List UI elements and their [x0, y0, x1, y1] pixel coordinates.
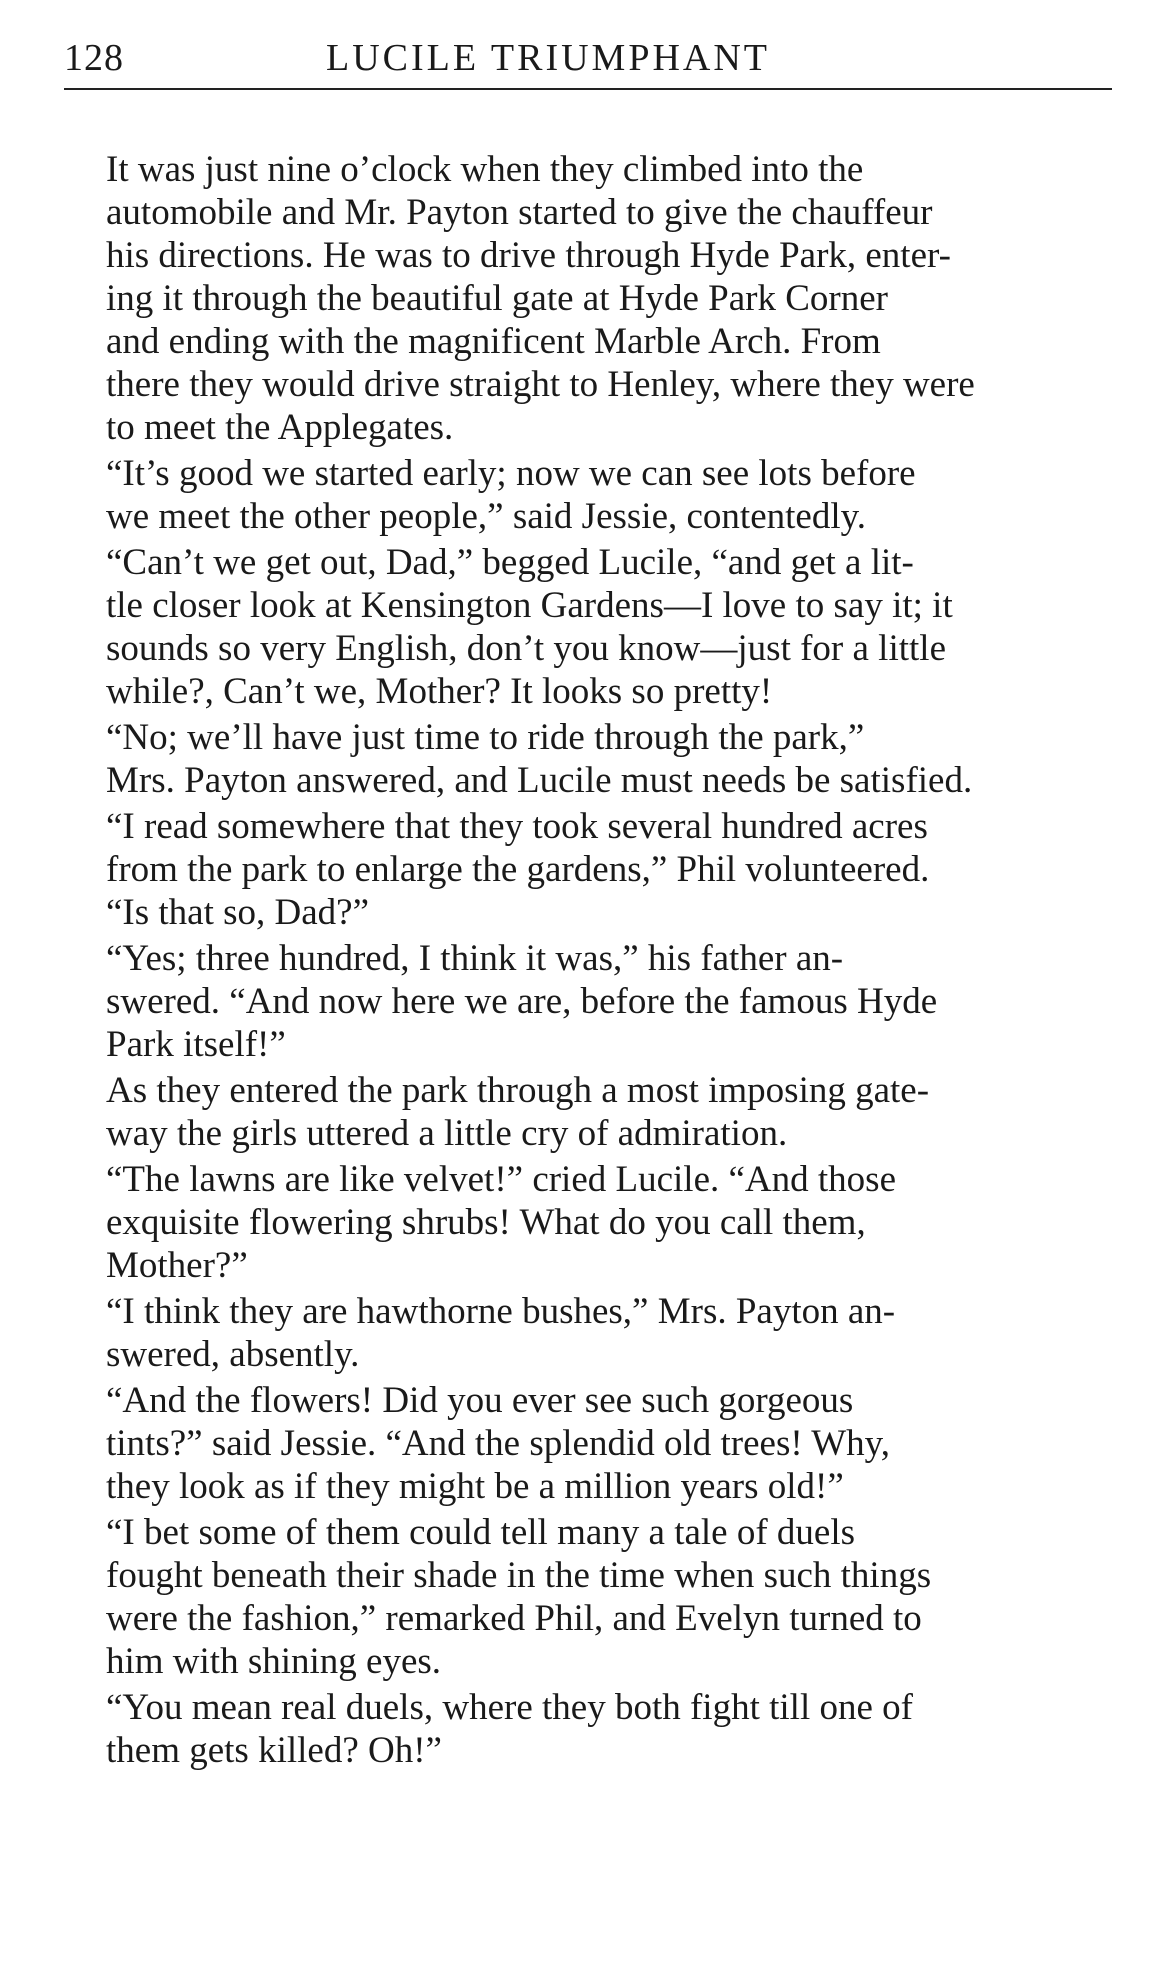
text-line: “I bet some of them could tell many a tale of duels [106, 1512, 856, 1553]
paragraph [64, 716, 1112, 802]
paragraph [64, 148, 1112, 449]
text-line: there they would drive straight to Henley, where they were [106, 364, 975, 405]
text-line: tints?” said Jessie. “And the splendid old trees! Why, [106, 1423, 891, 1464]
paragraph [64, 1069, 1112, 1155]
text-line: It was just nine o’clock when they climbed into the [106, 149, 864, 190]
text-line: him with shining eyes. [106, 1641, 442, 1682]
paragraph [64, 452, 1112, 538]
paragraph [64, 1511, 1112, 1683]
text-line: “I think they are hawthorne bushes,” Mrs. Payton an- [106, 1291, 896, 1332]
text-line: exquisite flowering shrubs! What do you call them, [106, 1202, 866, 1243]
text-line: from the park to enlarge the gardens,” Phil volunteered. [106, 849, 930, 890]
text-line: “And the flowers! Did you ever see such gorgeous [106, 1380, 854, 1421]
text-line: sounds so very English, don’t you know—just for a little [106, 628, 946, 669]
text-line: we meet the other people,” said Jessie, contentedly. [106, 496, 866, 537]
running-head [64, 32, 1112, 90]
text-line: they look as if they might be a million years old!” [106, 1466, 844, 1507]
text-line: ing it through the beautiful gate at Hyde Park Corner [106, 278, 888, 319]
text-line: and ending with the magnificent Marble Arch. From [106, 321, 881, 362]
page-number: 128 [64, 37, 124, 79]
text-line: “Is that so, Dad?” [106, 892, 370, 933]
paragraph [64, 1158, 1112, 1287]
book-title: LUCILE TRIUMPHANT [326, 37, 771, 79]
text-line: Park itself!” [106, 1024, 286, 1065]
text-line: “The lawns are like velvet!” cried Lucile. “And those [106, 1159, 897, 1200]
text-line: “Yes; three hundred, I think it was,” his father an- [106, 938, 844, 979]
text-line: “You mean real duels, where they both fight till one of [106, 1687, 913, 1728]
text-line: “No; we’ll have just time to ride through the park,” [106, 717, 865, 758]
text-line: “I read somewhere that they took several hundred acres [106, 806, 928, 847]
text-line: to meet the Applegates. [106, 407, 454, 448]
paragraph [64, 541, 1112, 713]
text-line: Mother?” [106, 1245, 248, 1286]
paragraph [64, 805, 1112, 934]
text-line: “It’s good we started early; now we can see lots before [106, 453, 916, 494]
text-line: “Can’t we get out, Dad,” begged Lucile, “and get a lit- [106, 542, 914, 583]
text-body [64, 148, 1112, 1775]
paragraph [64, 937, 1112, 1066]
text-line: while?, Can’t we, Mother? It looks so pretty! [106, 671, 773, 712]
paragraph [64, 1290, 1112, 1376]
paragraph [64, 1686, 1112, 1772]
text-line: way the girls uttered a little cry of admiration. [106, 1113, 788, 1154]
text-line: his directions. He was to drive through Hyde Park, enter- [106, 235, 951, 276]
text-line: them gets killed? Oh!” [106, 1730, 442, 1771]
text-line: As they entered the park through a most imposing gate- [106, 1070, 930, 1111]
text-line: Mrs. Payton answered, and Lucile must needs be satisfied. [106, 760, 973, 801]
paragraph [64, 1379, 1112, 1508]
text-line: tle closer look at Kensington Gardens—I love to say it; it [106, 585, 953, 626]
text-line: swered, absently. [106, 1334, 360, 1375]
text-line: swered. “And now here we are, before the famous Hyde [106, 981, 938, 1022]
text-line: were the fashion,” remarked Phil, and Evelyn turned to [106, 1598, 922, 1639]
text-line: automobile and Mr. Payton started to give the chauffeur [106, 192, 933, 233]
text-line: fought beneath their shade in the time when such things [106, 1555, 932, 1596]
